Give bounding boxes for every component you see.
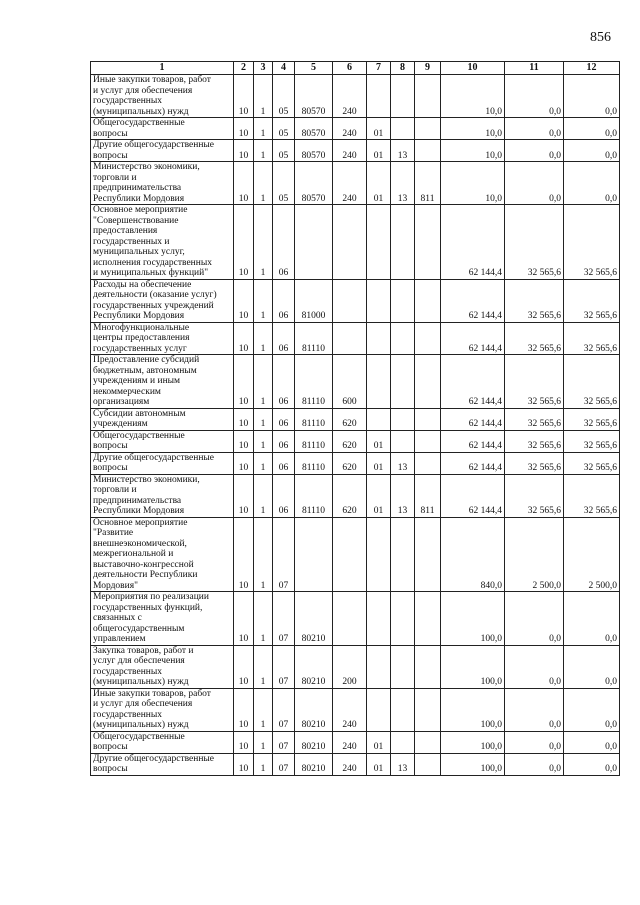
code-cell: 1	[254, 205, 273, 280]
code-cell	[415, 517, 441, 592]
amount-cell: 0,0	[564, 645, 620, 688]
code-cell: 80570	[295, 140, 333, 162]
code-cell	[391, 645, 415, 688]
code-cell	[295, 517, 333, 592]
code-cell	[391, 430, 415, 452]
amount-cell: 0,0	[505, 118, 564, 140]
code-cell: 10	[234, 753, 254, 775]
code-cell: 620	[333, 474, 367, 517]
amount-cell: 0,0	[564, 162, 620, 205]
table-row	[91, 731, 620, 753]
table-row	[91, 408, 620, 430]
table-row	[91, 474, 620, 517]
table-row	[91, 205, 620, 280]
amount-cell: 32 565,6	[505, 474, 564, 517]
row-name-cell: Мероприятия по реализации государственных функций, связанных с общегосударственным управлением	[91, 592, 234, 646]
amount-cell: 62 144,4	[441, 474, 505, 517]
code-cell: 10	[234, 355, 254, 409]
code-cell: 10	[234, 205, 254, 280]
code-cell: 1	[254, 322, 273, 355]
code-cell: 01	[367, 753, 391, 775]
code-cell: 240	[333, 140, 367, 162]
table-row	[91, 355, 620, 409]
code-cell	[391, 118, 415, 140]
code-cell: 81110	[295, 452, 333, 474]
code-cell: 07	[273, 731, 295, 753]
row-name-cell: Предоставление субсидий бюджетным, автономным учреждениям и иным некоммерческим организациям	[91, 355, 234, 409]
code-cell: 10	[234, 474, 254, 517]
row-name-cell: Министерство экономики, торговли и предпринимательства Республики Мордовия	[91, 474, 234, 517]
amount-cell: 0,0	[505, 731, 564, 753]
code-cell: 01	[367, 452, 391, 474]
row-name-cell: Многофункциональные центры предоставления государственных услуг	[91, 322, 234, 355]
code-cell: 05	[273, 140, 295, 162]
code-cell: 10	[234, 322, 254, 355]
code-cell: 10	[234, 452, 254, 474]
code-cell: 01	[367, 430, 391, 452]
amount-cell: 0,0	[505, 645, 564, 688]
code-cell: 06	[273, 355, 295, 409]
column-header: 7	[367, 62, 391, 75]
amount-cell: 0,0	[564, 75, 620, 118]
amount-cell: 62 144,4	[441, 205, 505, 280]
amount-cell: 32 565,6	[505, 408, 564, 430]
code-cell: 10	[234, 731, 254, 753]
code-cell	[333, 592, 367, 646]
code-cell	[367, 279, 391, 322]
code-cell: 811	[415, 162, 441, 205]
row-name-cell: Другие общегосударственные вопросы	[91, 452, 234, 474]
amount-cell: 10,0	[441, 162, 505, 205]
amount-cell: 100,0	[441, 753, 505, 775]
code-cell: 80570	[295, 75, 333, 118]
amount-cell: 0,0	[505, 162, 564, 205]
code-cell: 13	[391, 753, 415, 775]
column-header: 8	[391, 62, 415, 75]
code-cell	[367, 205, 391, 280]
table-row	[91, 279, 620, 322]
code-cell: 620	[333, 452, 367, 474]
amount-cell: 62 144,4	[441, 430, 505, 452]
code-cell: 06	[273, 322, 295, 355]
code-cell	[367, 592, 391, 646]
amount-cell: 32 565,6	[505, 279, 564, 322]
code-cell: 1	[254, 140, 273, 162]
code-cell: 13	[391, 162, 415, 205]
amount-cell: 32 565,6	[564, 452, 620, 474]
table-row	[91, 592, 620, 646]
row-name-cell: Субсидии автономным учреждениям	[91, 408, 234, 430]
code-cell: 240	[333, 688, 367, 731]
row-name-cell: Расходы на обеспечение деятельности (оказание услуг) государственных учреждений Республики Мордовия	[91, 279, 234, 322]
code-cell	[415, 753, 441, 775]
code-cell	[367, 75, 391, 118]
column-header: 10	[441, 62, 505, 75]
amount-cell: 0,0	[564, 688, 620, 731]
amount-cell: 2 500,0	[505, 517, 564, 592]
code-cell: 10	[234, 408, 254, 430]
code-cell	[391, 322, 415, 355]
code-cell: 240	[333, 118, 367, 140]
table-body	[91, 75, 620, 776]
column-header: 6	[333, 62, 367, 75]
header-row	[91, 62, 620, 75]
amount-cell: 10,0	[441, 118, 505, 140]
code-cell: 1	[254, 517, 273, 592]
code-cell	[415, 688, 441, 731]
code-cell: 620	[333, 430, 367, 452]
column-header: 2	[234, 62, 254, 75]
code-cell: 1	[254, 452, 273, 474]
code-cell: 06	[273, 474, 295, 517]
amount-cell: 0,0	[564, 140, 620, 162]
amount-cell: 32 565,6	[505, 355, 564, 409]
code-cell: 240	[333, 753, 367, 775]
amount-cell: 0,0	[564, 731, 620, 753]
code-cell	[391, 688, 415, 731]
code-cell: 01	[367, 731, 391, 753]
code-cell	[367, 322, 391, 355]
code-cell	[391, 75, 415, 118]
code-cell	[415, 279, 441, 322]
column-header: 3	[254, 62, 273, 75]
amount-cell: 100,0	[441, 645, 505, 688]
amount-cell: 0,0	[505, 753, 564, 775]
column-header: 4	[273, 62, 295, 75]
row-name-cell: Другие общегосударственные вопросы	[91, 140, 234, 162]
code-cell: 1	[254, 408, 273, 430]
code-cell: 811	[415, 474, 441, 517]
amount-cell: 32 565,6	[564, 205, 620, 280]
code-cell	[391, 408, 415, 430]
code-cell	[415, 430, 441, 452]
code-cell: 1	[254, 118, 273, 140]
code-cell: 81110	[295, 430, 333, 452]
table-row	[91, 430, 620, 452]
code-cell: 80570	[295, 118, 333, 140]
amount-cell: 62 144,4	[441, 355, 505, 409]
code-cell	[415, 75, 441, 118]
code-cell: 13	[391, 452, 415, 474]
table-row	[91, 645, 620, 688]
code-cell: 07	[273, 753, 295, 775]
code-cell	[415, 355, 441, 409]
code-cell: 13	[391, 140, 415, 162]
code-cell: 620	[333, 408, 367, 430]
code-cell: 10	[234, 592, 254, 646]
amount-cell: 2 500,0	[564, 517, 620, 592]
code-cell: 07	[273, 688, 295, 731]
table-row	[91, 162, 620, 205]
amount-cell: 32 565,6	[505, 430, 564, 452]
code-cell: 1	[254, 592, 273, 646]
amount-cell: 840,0	[441, 517, 505, 592]
table-row	[91, 118, 620, 140]
table-row	[91, 140, 620, 162]
code-cell: 1	[254, 279, 273, 322]
amount-cell: 0,0	[505, 688, 564, 731]
column-header: 1	[91, 62, 234, 75]
code-cell: 81110	[295, 474, 333, 517]
code-cell	[367, 408, 391, 430]
amount-cell: 10,0	[441, 75, 505, 118]
code-cell: 10	[234, 140, 254, 162]
budget-table	[90, 61, 620, 776]
code-cell: 1	[254, 474, 273, 517]
code-cell	[415, 452, 441, 474]
code-cell	[415, 322, 441, 355]
amount-cell: 0,0	[564, 753, 620, 775]
amount-cell: 32 565,6	[505, 322, 564, 355]
code-cell: 1	[254, 753, 273, 775]
code-cell	[333, 517, 367, 592]
code-cell	[367, 355, 391, 409]
code-cell	[415, 645, 441, 688]
amount-cell: 100,0	[441, 731, 505, 753]
code-cell	[367, 645, 391, 688]
row-name-cell: Основное мероприятие "Развитие внешнеэкономической, межрегиональной и выставочно-конгрессной деятельности Республики Мордовия"	[91, 517, 234, 592]
row-name-cell: Министерство экономики, торговли и предпринимательства Республики Мордовия	[91, 162, 234, 205]
code-cell	[295, 205, 333, 280]
amount-cell: 32 565,6	[564, 430, 620, 452]
code-cell	[367, 688, 391, 731]
code-cell: 240	[333, 731, 367, 753]
amount-cell: 100,0	[441, 688, 505, 731]
amount-cell: 0,0	[505, 592, 564, 646]
code-cell	[391, 355, 415, 409]
row-name-cell: Закупка товаров, работ и услуг для обеспечения государственных (муниципальных) нужд	[91, 645, 234, 688]
code-cell: 80210	[295, 753, 333, 775]
code-cell: 06	[273, 205, 295, 280]
amount-cell: 62 144,4	[441, 322, 505, 355]
code-cell: 01	[367, 162, 391, 205]
table-row	[91, 75, 620, 118]
code-cell: 200	[333, 645, 367, 688]
code-cell: 06	[273, 279, 295, 322]
code-cell: 80210	[295, 645, 333, 688]
code-cell: 240	[333, 162, 367, 205]
code-cell	[333, 279, 367, 322]
table-row	[91, 688, 620, 731]
code-cell: 07	[273, 592, 295, 646]
code-cell: 600	[333, 355, 367, 409]
code-cell: 05	[273, 162, 295, 205]
amount-cell: 0,0	[564, 118, 620, 140]
code-cell: 10	[234, 279, 254, 322]
code-cell: 240	[333, 75, 367, 118]
code-cell: 81110	[295, 355, 333, 409]
amount-cell: 32 565,6	[564, 322, 620, 355]
code-cell: 01	[367, 474, 391, 517]
code-cell	[415, 205, 441, 280]
amount-cell: 62 144,4	[441, 452, 505, 474]
amount-cell: 32 565,6	[564, 279, 620, 322]
code-cell: 10	[234, 430, 254, 452]
table-row	[91, 517, 620, 592]
code-cell: 80210	[295, 688, 333, 731]
code-cell: 10	[234, 645, 254, 688]
code-cell: 10	[234, 688, 254, 731]
code-cell	[391, 279, 415, 322]
code-cell: 80210	[295, 592, 333, 646]
row-name-cell: Иные закупки товаров, работ и услуг для обеспечения государственных (муниципальных) нужд	[91, 688, 234, 731]
row-name-cell: Иные закупки товаров, работ и услуг для обеспечения государственных (муниципальных) нужд	[91, 75, 234, 118]
page-number: 856	[590, 30, 611, 45]
row-name-cell: Общегосударственные вопросы	[91, 430, 234, 452]
amount-cell: 0,0	[505, 140, 564, 162]
code-cell: 07	[273, 645, 295, 688]
code-cell: 1	[254, 355, 273, 409]
row-name-cell: Основное мероприятие "Совершенствование предоставления государственных и муниципальных услуг, исполнения государственных и муниципальных функций"	[91, 205, 234, 280]
amount-cell: 32 565,6	[564, 474, 620, 517]
amount-cell: 0,0	[564, 592, 620, 646]
amount-cell: 0,0	[505, 75, 564, 118]
code-cell: 1	[254, 75, 273, 118]
row-name-cell: Другие общегосударственные вопросы	[91, 753, 234, 775]
column-header: 12	[564, 62, 620, 75]
code-cell: 1	[254, 162, 273, 205]
code-cell	[415, 140, 441, 162]
code-cell: 80570	[295, 162, 333, 205]
code-cell: 05	[273, 118, 295, 140]
amount-cell: 100,0	[441, 592, 505, 646]
code-cell: 1	[254, 688, 273, 731]
code-cell: 1	[254, 645, 273, 688]
code-cell: 81000	[295, 279, 333, 322]
amount-cell: 32 565,6	[505, 205, 564, 280]
code-cell: 10	[234, 162, 254, 205]
table-row	[91, 322, 620, 355]
code-cell	[415, 592, 441, 646]
code-cell	[333, 322, 367, 355]
code-cell: 06	[273, 408, 295, 430]
table-row	[91, 452, 620, 474]
code-cell: 10	[234, 517, 254, 592]
code-cell: 01	[367, 140, 391, 162]
code-cell: 06	[273, 452, 295, 474]
table-row	[91, 753, 620, 775]
amount-cell: 32 565,6	[564, 408, 620, 430]
code-cell: 1	[254, 731, 273, 753]
code-cell	[391, 205, 415, 280]
code-cell	[367, 517, 391, 592]
column-header: 9	[415, 62, 441, 75]
code-cell	[415, 118, 441, 140]
column-header: 5	[295, 62, 333, 75]
amount-cell: 32 565,6	[564, 355, 620, 409]
code-cell	[415, 731, 441, 753]
code-cell: 81110	[295, 408, 333, 430]
code-cell	[391, 517, 415, 592]
amount-cell: 62 144,4	[441, 408, 505, 430]
code-cell: 07	[273, 517, 295, 592]
code-cell: 06	[273, 430, 295, 452]
code-cell	[391, 592, 415, 646]
code-cell: 81110	[295, 322, 333, 355]
row-name-cell: Общегосударственные вопросы	[91, 731, 234, 753]
code-cell: 10	[234, 75, 254, 118]
code-cell: 1	[254, 430, 273, 452]
row-name-cell: Общегосударственные вопросы	[91, 118, 234, 140]
code-cell	[391, 731, 415, 753]
amount-cell: 62 144,4	[441, 279, 505, 322]
code-cell: 13	[391, 474, 415, 517]
amount-cell: 10,0	[441, 140, 505, 162]
code-cell: 80210	[295, 731, 333, 753]
amount-cell: 32 565,6	[505, 452, 564, 474]
code-cell: 10	[234, 118, 254, 140]
code-cell: 01	[367, 118, 391, 140]
code-cell	[415, 408, 441, 430]
column-header: 11	[505, 62, 564, 75]
code-cell	[333, 205, 367, 280]
code-cell: 05	[273, 75, 295, 118]
